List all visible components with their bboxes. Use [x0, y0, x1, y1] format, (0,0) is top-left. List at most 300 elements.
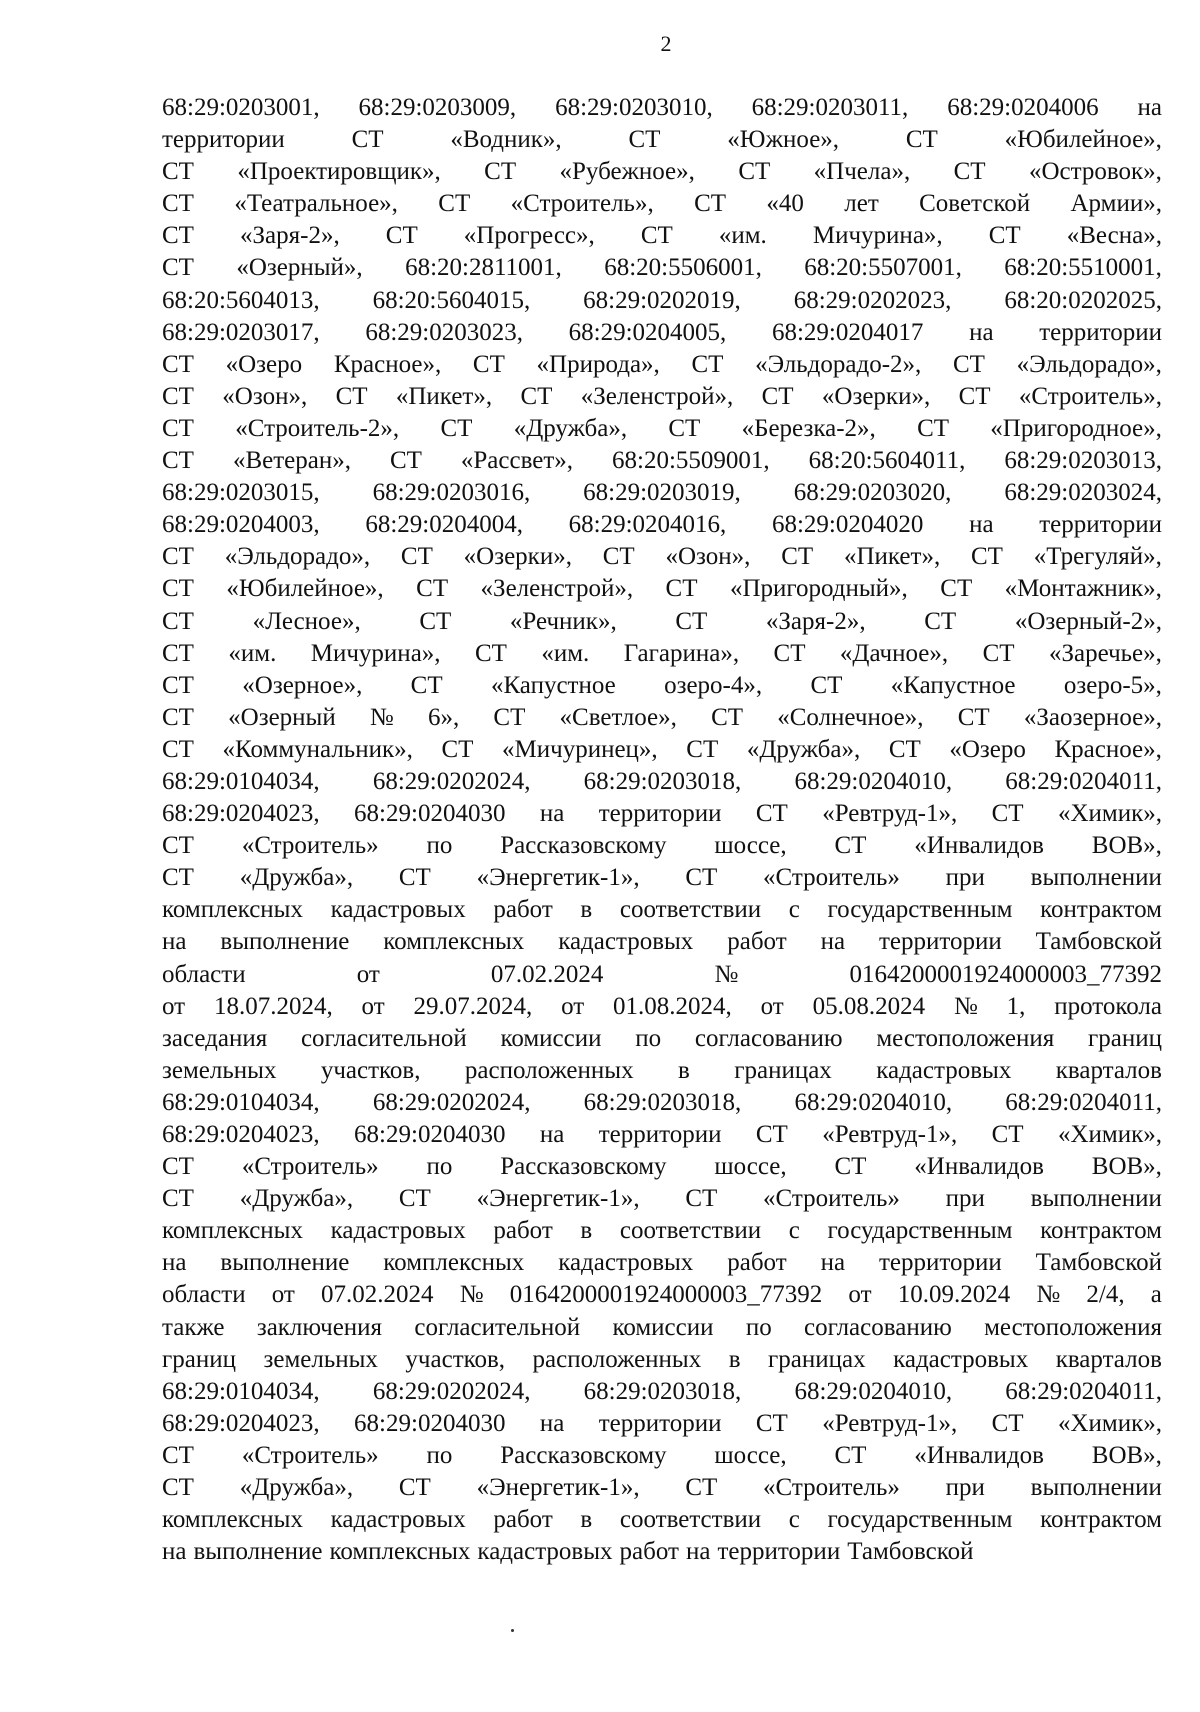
text-word: границ [1087, 1024, 1162, 1052]
text-word: СТ [982, 639, 1015, 667]
text-word: в [580, 896, 593, 924]
text-word: соответствии [619, 896, 762, 924]
text-word: комплексных [383, 1249, 525, 1277]
text-word: 29.07.2024, [413, 992, 533, 1020]
text-line [162, 830, 1162, 862]
text-word: на [969, 511, 994, 539]
text-word: СТ [162, 1185, 194, 1213]
text-word: «Озон», [222, 382, 308, 410]
text-line [162, 926, 1162, 958]
text-word: 68:29:0204016, [568, 511, 727, 539]
text-word: комплексных [329, 1538, 471, 1566]
text-word: СТ [952, 350, 985, 378]
text-word: «Заря-2», [240, 222, 340, 250]
text-word: территории [1039, 318, 1162, 346]
text-word: кварталов [1055, 1345, 1162, 1373]
text-word: «Строитель» [241, 832, 379, 860]
text-word: «Заря-2», [765, 607, 866, 635]
text-line [162, 1408, 1162, 1440]
text-word: СТ [398, 864, 431, 892]
text-word: СТ [162, 190, 194, 218]
text-word: СТ [351, 126, 384, 154]
text-line [162, 1247, 1162, 1279]
text-word: границ [162, 1345, 236, 1373]
text-word: СТ [905, 126, 938, 154]
text-word: по [745, 1313, 772, 1341]
text-word: «Юбилейное», [226, 575, 384, 603]
text-word: «Пригородный», [729, 575, 908, 603]
text-word: СТ [888, 735, 921, 763]
text-word: участков, [320, 1056, 421, 1084]
text-word: Рассказовскому [500, 1441, 667, 1469]
text-word: кадастровых [558, 928, 694, 956]
text-word: на [162, 1538, 187, 1566]
text-word: «Пригородное», [990, 414, 1162, 442]
text-word: в [678, 1056, 690, 1084]
text-word: кадастровых [876, 1056, 1012, 1084]
text-word: «Строитель-2», [235, 414, 400, 442]
text-word: «Энергетик-1», [476, 864, 640, 892]
text-word: 10.09.2024 [897, 1281, 1011, 1309]
text-word: СТ [781, 543, 814, 571]
text-word: на [539, 1121, 565, 1148]
text-word: «Мичуринец», [502, 735, 658, 763]
text-word: «Пчела», [813, 158, 911, 186]
text-word: 07.02.2024 [321, 1281, 434, 1309]
text-word: 68:29:0203018, [583, 767, 742, 795]
text-word: 07.02.2024 [490, 960, 604, 988]
text-word: СТ [755, 1409, 788, 1437]
text-word: кадастровых [477, 1538, 613, 1566]
text-word: земельных [162, 1056, 277, 1084]
text-word: 68:29:0204011, [1005, 767, 1162, 795]
text-word: № [714, 960, 739, 988]
text-word: «Театральное», [234, 190, 398, 218]
text-word: 68:29:0202019, [583, 286, 741, 314]
text-word: СТ [640, 222, 673, 250]
text-word: СТ [162, 414, 194, 442]
text-line [162, 1119, 1162, 1151]
text-word: с [788, 896, 800, 924]
text-word: «Инвалидов [914, 1441, 1044, 1469]
text-word: СТ [991, 800, 1024, 828]
text-word: «Прогресс», [463, 222, 595, 250]
text-word: «Эльдорадо», [1016, 350, 1162, 378]
text-word: контрактом [1040, 896, 1162, 924]
text-line [162, 894, 1162, 926]
text-word: СТ [162, 254, 194, 282]
text-word: территории [878, 928, 1002, 956]
text-word: СТ [628, 126, 661, 154]
text-word: от [356, 960, 380, 988]
text-word: в [580, 1506, 593, 1534]
text-word: 68:29:0203015, [162, 479, 320, 507]
text-word: при [945, 1474, 985, 1502]
text-word: работ [727, 1249, 787, 1277]
text-word: 68:20:5509001, [612, 447, 770, 475]
text-word: 68:29:0204010, [794, 1377, 953, 1405]
text-word: СТ [738, 158, 771, 186]
text-word: «Капустное [490, 671, 616, 699]
text-word: 68:29:0203019, [583, 479, 741, 507]
text-word: СТ [484, 158, 517, 186]
text-word: Тамбовской [1035, 928, 1162, 956]
text-word: работ [727, 928, 787, 956]
text-line [162, 1472, 1162, 1504]
text-line [162, 509, 1162, 541]
text-word: СТ [810, 671, 843, 699]
text-word: СТ [685, 1474, 718, 1502]
text-word: выполнении [1030, 1474, 1162, 1502]
text-word: «Рассвет», [460, 447, 574, 475]
text-word: выполнение [193, 1538, 323, 1566]
text-word: «Инвалидов [914, 1153, 1044, 1181]
text-word: работ [493, 1506, 553, 1534]
text-word: Красное», [1054, 735, 1162, 763]
text-word: «Проектировщик», [237, 158, 441, 186]
text-word: СТ [162, 1153, 194, 1181]
text-word: 68:29:0204023, [162, 800, 320, 828]
text-word: комплексных [162, 1217, 303, 1245]
text-word: СТ [971, 543, 1003, 571]
text-line [162, 220, 1162, 252]
text-word: территории [162, 126, 285, 154]
text-word: СТ [162, 671, 194, 699]
text-word: озеро-5», [1063, 671, 1162, 699]
text-word: «Пикет», [843, 543, 941, 571]
text-word: кадастровых [330, 896, 466, 924]
text-word: СТ [686, 735, 719, 763]
text-word: Армии», [1070, 190, 1162, 218]
text-word: СТ [162, 735, 194, 763]
text-word: «Озеро [949, 735, 1026, 763]
text-word: СТ [520, 382, 553, 410]
text-word: 68:20:0202025, [1004, 286, 1162, 314]
text-word: СТ [440, 414, 473, 442]
text-word: территории [598, 1409, 722, 1437]
text-word: «Озерный-2», [1014, 607, 1162, 635]
text-word: 68:20:5510001, [1004, 254, 1162, 282]
text-word: ВОВ», [1091, 1441, 1162, 1469]
text-word: 68:29:0204005, [568, 318, 727, 346]
text-word: комплексных [162, 896, 303, 924]
text-word: СТ [834, 1153, 867, 1181]
text-word: на [820, 928, 846, 956]
text-word: «Строитель» [241, 1441, 379, 1469]
text-word: от [760, 992, 784, 1020]
text-word: СТ [694, 190, 727, 218]
text-word: выполнение [220, 1249, 350, 1277]
text-line [162, 638, 1162, 670]
text-word: территории [717, 1538, 841, 1566]
text-word: 68:29:0204030 [354, 1121, 506, 1148]
text-word: «им. [718, 222, 767, 250]
text-line [162, 381, 1162, 413]
text-word: шоссе, [714, 1441, 787, 1469]
text-word: «Инвалидов [914, 832, 1044, 860]
text-line [162, 1183, 1162, 1215]
text-word: СТ [162, 1441, 194, 1469]
text-line [162, 1279, 1162, 1311]
text-word: 68:29:0203013, [1004, 447, 1162, 475]
text-word: «Дружба», [513, 414, 628, 442]
text-word: Мичурина», [310, 639, 441, 667]
scan-dot-mark [511, 1629, 514, 1632]
text-word: по [426, 1441, 453, 1469]
text-word: СТ [162, 350, 194, 378]
text-word: СТ [400, 543, 433, 571]
text-line [162, 317, 1162, 349]
text-word: 68:29:0203020, [793, 479, 952, 507]
text-line [162, 1344, 1162, 1376]
text-line [162, 702, 1162, 734]
document-body [162, 92, 1162, 1568]
text-word: 68:29:0203010, [555, 94, 713, 121]
text-word: 68:29:0204030 [354, 1409, 506, 1437]
text-line [162, 798, 1162, 830]
text-word: СТ [691, 350, 724, 378]
text-word: СТ [162, 222, 194, 250]
text-word: 6», [427, 703, 460, 731]
text-word: государственным [827, 1217, 1013, 1245]
text-line [162, 541, 1162, 573]
text-word: СТ [162, 575, 194, 603]
text-word: 68:29:0204023, [162, 1121, 320, 1148]
page-number: 2 [660, 31, 672, 56]
text-word: «Строитель» [763, 1185, 900, 1213]
text-word: «Ревтруд-1», [822, 1121, 958, 1148]
text-word: СТ [991, 1409, 1024, 1437]
text-word: СТ [472, 350, 505, 378]
text-word: СТ [410, 671, 443, 699]
text-word: СТ [419, 607, 452, 635]
text-line [162, 1215, 1162, 1247]
text-word: СТ [474, 639, 507, 667]
text-line [162, 413, 1162, 445]
text-word: 68:29:0203017, [162, 318, 320, 346]
text-word: комплексных [383, 928, 525, 956]
text-word: «40 [766, 190, 804, 218]
text-word: СТ [398, 1185, 431, 1213]
text-line [162, 1504, 1162, 1536]
text-word: 68:29:0203009, [358, 94, 517, 121]
text-word: СТ [917, 414, 950, 442]
text-word: СТ [416, 575, 449, 603]
text-word: 68:29:0204017 [771, 318, 924, 346]
text-word: «Ревтруд-1», [822, 800, 958, 828]
text-word: 68:20:5507001, [804, 254, 962, 282]
text-word: 68:20:5604011, [808, 447, 966, 475]
text-word: расположенных [464, 1056, 634, 1084]
text-word: СТ [958, 382, 991, 410]
text-word: 68:29:0204011, [1005, 1088, 1162, 1116]
text-line [162, 734, 1162, 766]
text-word: СТ [162, 703, 194, 731]
text-word: СТ [602, 543, 635, 571]
text-word: «Дружба», [239, 1185, 354, 1213]
text-word: «Озерный [228, 703, 336, 731]
text-word: СТ [685, 1185, 718, 1213]
text-word: «Строитель» [763, 864, 900, 892]
text-line [162, 477, 1162, 509]
text-word: 05.08.2024 [812, 992, 926, 1020]
text-word: СТ [685, 864, 718, 892]
text-word: «Энергетик-1», [476, 1185, 640, 1213]
text-word: 01.08.2024, [613, 992, 732, 1020]
text-word: «Химик», [1057, 800, 1162, 828]
text-line [162, 1055, 1162, 1087]
text-word: СТ [761, 382, 794, 410]
text-word: 18.07.2024, [213, 992, 333, 1020]
text-word: № [459, 1281, 484, 1309]
text-word: 68:29:0104034, [162, 1377, 320, 1405]
text-line [162, 670, 1162, 702]
text-word: от [162, 992, 186, 1020]
text-word: «Пикет», [395, 382, 493, 410]
text-word: «Озерное», [242, 671, 363, 699]
text-word: территории [878, 1249, 1002, 1277]
text-word: 68:29:0204023, [162, 1409, 320, 1437]
text-word: при [945, 864, 985, 892]
text-word: границах [734, 1056, 832, 1084]
text-word: Рассказовскому [500, 1153, 667, 1181]
text-word: государственным [827, 896, 1013, 924]
text-word: от [561, 992, 585, 1020]
text-word: на [969, 318, 994, 346]
text-word: территории [1039, 511, 1162, 539]
text-word: 0164200001924000003_77392 [509, 1281, 823, 1309]
text-word: «Речник», [509, 607, 617, 635]
text-word: «Заозерное», [1023, 703, 1162, 731]
text-word: Красное», [333, 350, 442, 378]
text-line [162, 606, 1162, 638]
text-word: СТ [162, 158, 194, 186]
text-word: СТ [991, 1121, 1024, 1148]
text-word: с [788, 1217, 800, 1245]
text-word: соответствии [619, 1217, 762, 1245]
text-word: выполнении [1030, 1185, 1162, 1213]
text-word: СТ [162, 864, 194, 892]
text-word: «Строитель», [1018, 382, 1162, 410]
text-word: «Дружба», [239, 864, 354, 892]
text-word: СТ [389, 447, 422, 475]
text-word: «Озон», [665, 543, 751, 571]
text-word: СТ [668, 414, 701, 442]
text-word: местоположения [984, 1313, 1162, 1341]
text-word: по [426, 1153, 453, 1181]
text-word: от [271, 1281, 295, 1309]
text-word: по [426, 832, 453, 860]
text-word: работ [493, 1217, 553, 1245]
text-word: «Строитель», [510, 190, 654, 218]
text-word: СТ [675, 607, 708, 635]
text-word: «Дружба», [239, 1474, 354, 1502]
text-word: Мичурина», [812, 222, 943, 250]
text-word: «Ветеран», [232, 447, 351, 475]
text-word: кадастровых [558, 1249, 694, 1277]
text-word: границах [768, 1345, 866, 1373]
text-line [162, 1023, 1162, 1055]
text-word: «Юбилейное», [1004, 126, 1162, 154]
text-word: 68:29:0202023, [793, 286, 952, 314]
text-word: комиссии [500, 1024, 602, 1052]
text-line [162, 188, 1162, 220]
text-word: СТ [834, 1441, 867, 1469]
text-line [162, 766, 1162, 798]
text-word: области [162, 960, 246, 988]
text-word: выполнении [1030, 864, 1162, 892]
text-word: на [820, 1249, 846, 1277]
text-word: «Строитель» [241, 1153, 379, 1181]
text-word: заключения [256, 1313, 383, 1341]
text-word: «Зеленстрой», [580, 382, 734, 410]
text-word: СТ [924, 607, 957, 635]
text-word: с [788, 1506, 800, 1534]
text-word: на [1137, 94, 1162, 121]
text-line [162, 1312, 1162, 1344]
text-line [162, 252, 1162, 284]
text-word: СТ [773, 639, 806, 667]
text-word: Рассказовскому [500, 832, 667, 860]
text-word: 68:20:5604015, [372, 286, 531, 314]
text-line [162, 862, 1162, 894]
text-word: от [361, 992, 385, 1020]
text-word: 68:29:0203001, [162, 94, 320, 121]
text-word: Тамбовской [847, 1538, 974, 1566]
text-word: кадастровых [330, 1506, 466, 1534]
text-word: «Дачное», [839, 639, 949, 667]
text-word: «Химик», [1057, 1121, 1162, 1148]
text-line [162, 1536, 1162, 1568]
text-word: 68:29:0204006 [947, 94, 1099, 121]
text-word: СТ [162, 543, 194, 571]
text-word: участков, [405, 1345, 506, 1373]
text-word: «им. [541, 639, 590, 667]
text-line [162, 156, 1162, 188]
text-word: на [539, 1409, 565, 1437]
text-word: «Зеленстрой», [480, 575, 634, 603]
text-word: 68:29:0203016, [372, 479, 531, 507]
text-word: СТ [953, 158, 986, 186]
text-word: «Дружба», [746, 735, 861, 763]
text-line [162, 1376, 1162, 1408]
text-word: контрактом [1040, 1217, 1162, 1245]
text-word: СТ [711, 703, 744, 731]
text-word: соответствии [619, 1506, 762, 1534]
text-word: СТ [755, 1121, 788, 1148]
text-word: 68:29:0204020 [771, 511, 924, 539]
text-word: в [580, 1217, 593, 1245]
text-line [162, 349, 1162, 381]
text-word: «Монтажник», [1004, 575, 1162, 603]
text-word: «Озеро [225, 350, 303, 378]
text-word: СТ [162, 382, 194, 410]
text-line [162, 124, 1162, 156]
text-word: СТ [162, 832, 194, 860]
text-word: СТ [162, 1474, 194, 1502]
text-word: на [162, 1249, 187, 1277]
text-word: «Островок», [1028, 158, 1162, 186]
text-word: 68:29:0203018, [583, 1088, 742, 1116]
text-word: области [162, 1281, 246, 1309]
text-word: «Строитель» [763, 1474, 900, 1502]
text-word: по [635, 1024, 662, 1052]
text-word: при [945, 1185, 985, 1213]
text-word: лет [844, 190, 879, 218]
text-word: территории [598, 800, 722, 828]
text-word: № [953, 992, 978, 1020]
text-word: работ [619, 1538, 679, 1566]
